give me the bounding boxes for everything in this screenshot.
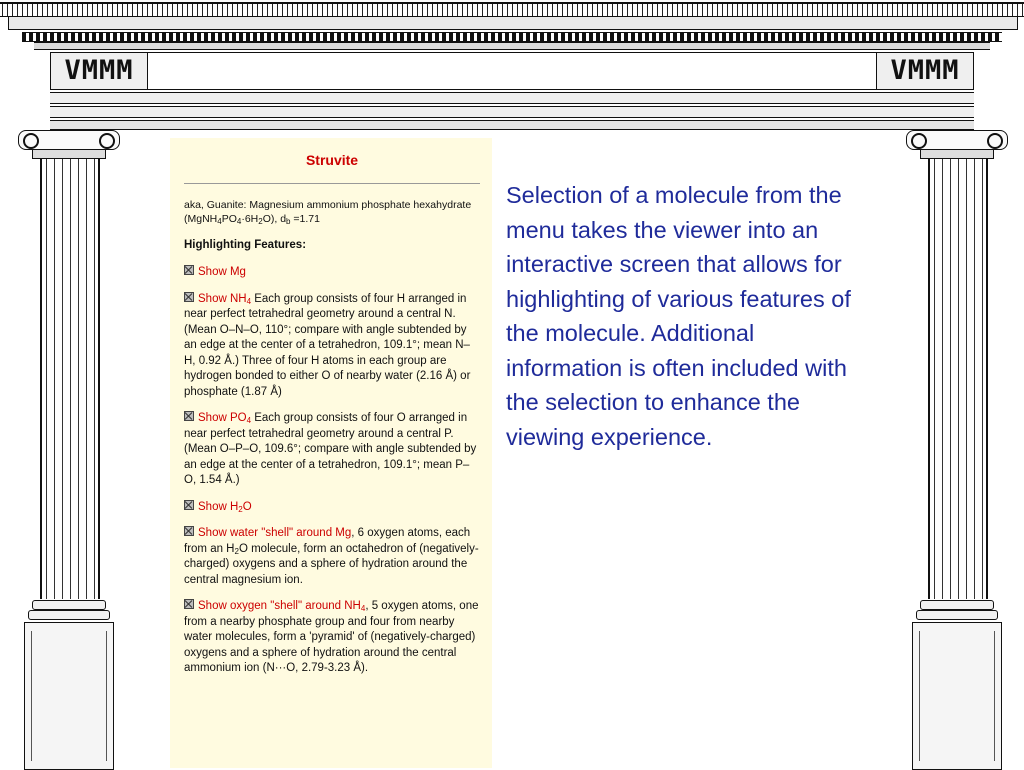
left-column (18, 130, 118, 768)
architrave-band (50, 92, 974, 104)
show-h2o-link[interactable]: Show $H_2O$ (198, 500, 252, 514)
dentil-molding (22, 32, 1002, 42)
feature-water-shell (184, 526, 480, 588)
logo-box-left (50, 53, 148, 89)
panel-title: Struvite (305, 152, 359, 168)
feature-show-po4 (184, 411, 480, 489)
capital-band (920, 149, 994, 159)
cornice-band (8, 16, 1018, 30)
checkbox-icon[interactable] (184, 411, 194, 421)
column-base-ring (28, 610, 110, 620)
frieze (50, 52, 974, 90)
logo-box-right (876, 53, 974, 89)
column-capital (906, 130, 1008, 150)
struvite-screenshot-panel (170, 138, 492, 768)
show-oxygen-shell-link[interactable]: Show oxygen "shell" around $NH_4$ (198, 600, 366, 613)
checkbox-icon[interactable] (184, 292, 194, 302)
fascia-band (34, 42, 990, 50)
column-capital (18, 130, 120, 150)
feature-show-nh4 (184, 292, 480, 401)
feature-oxygen-shell (184, 599, 480, 677)
column-shaft (928, 159, 988, 599)
column-pedestal (24, 622, 114, 770)
checkbox-icon[interactable] (184, 599, 194, 609)
column-pedestal (912, 622, 1002, 770)
column-base-ring (916, 610, 998, 620)
feature-description: , 5 oxygen atoms, one from a nearby phosphate group and four from nearby water molecules, form a 'pyramid' of (negatively-charged) oxygens and a sphere of hydration around the central ammonium ion (N···O, 2.79-3.23 Å). (184, 600, 479, 674)
entablature (0, 0, 1024, 130)
feature-show-h2o (184, 500, 480, 516)
highlighting-features-heading: Highlighting Features: (184, 238, 307, 251)
slide-body-text: Selection of a molecule from the menu takes the viewer into an interactive screen that allows for highlighting of various features of the molecule. Additional information is often included with the selection to enhance the viewing experience. (506, 182, 851, 450)
show-nh4-link[interactable]: Show $NH_4$ (198, 292, 252, 306)
aka-description: aka, Guanite: Magnesium ammonium phosphate hexahydrate $(MgNH_4PO_4\cdot 6H_2O)$, $d_b =1.71$ (184, 198, 472, 226)
column-shaft (40, 159, 100, 599)
show-water-shell-link[interactable]: Show water "shell" around Mg (198, 527, 352, 539)
capital-band (32, 149, 106, 159)
column-base-ring (32, 600, 106, 610)
feature-description: , 6 oxygen atoms, each from an $H_2O$ molecule, form an octahedron of (negatively-charged) oxygens and a sphere of hydration around the central magnesium ion. (184, 527, 479, 586)
volute-icon (23, 133, 39, 149)
right-column (906, 130, 1006, 768)
column-base-ring (920, 600, 994, 610)
feature-description: Each group consists of four H arranged in near perfect tetrahedral geometry around a central N. (Mean O–N–O, 110°; compare with angle subtended by an edge at the center of a tetrahedron, 109.1°; mean N–H, 0.92 Å.) Three of four H atoms in each group are hydrogen bonded to either O of nearby water (2.16 Å) or phosphate (1.87 Å) (184, 292, 471, 398)
show-mg-link[interactable]: Show Mg (198, 266, 246, 278)
volute-icon (99, 133, 115, 149)
checkbox-icon[interactable] (184, 265, 194, 275)
volute-icon (987, 133, 1003, 149)
cornice-molding (0, 2, 1024, 17)
feature-description: Each group consists of four O arranged in near perfect tetrahedral geometry around a central P. (Mean O–P–O, 109.6°; compare with angle subtended by an edge at the center of a tetrahedron, 109.1°; mean P–O, 1.54 Å.) (184, 412, 477, 486)
architrave-band (50, 120, 974, 130)
divider (184, 183, 480, 184)
feature-show-mg (184, 265, 480, 281)
vmmm-logo-left: VMMM (64, 55, 134, 86)
show-po4-link[interactable]: Show $PO_4$ (198, 412, 252, 425)
checkbox-icon[interactable] (184, 500, 194, 510)
checkbox-icon[interactable] (184, 526, 194, 536)
architrave-band (50, 106, 974, 118)
vmmm-logo-right: VMMM (890, 55, 960, 86)
volute-icon (911, 133, 927, 149)
